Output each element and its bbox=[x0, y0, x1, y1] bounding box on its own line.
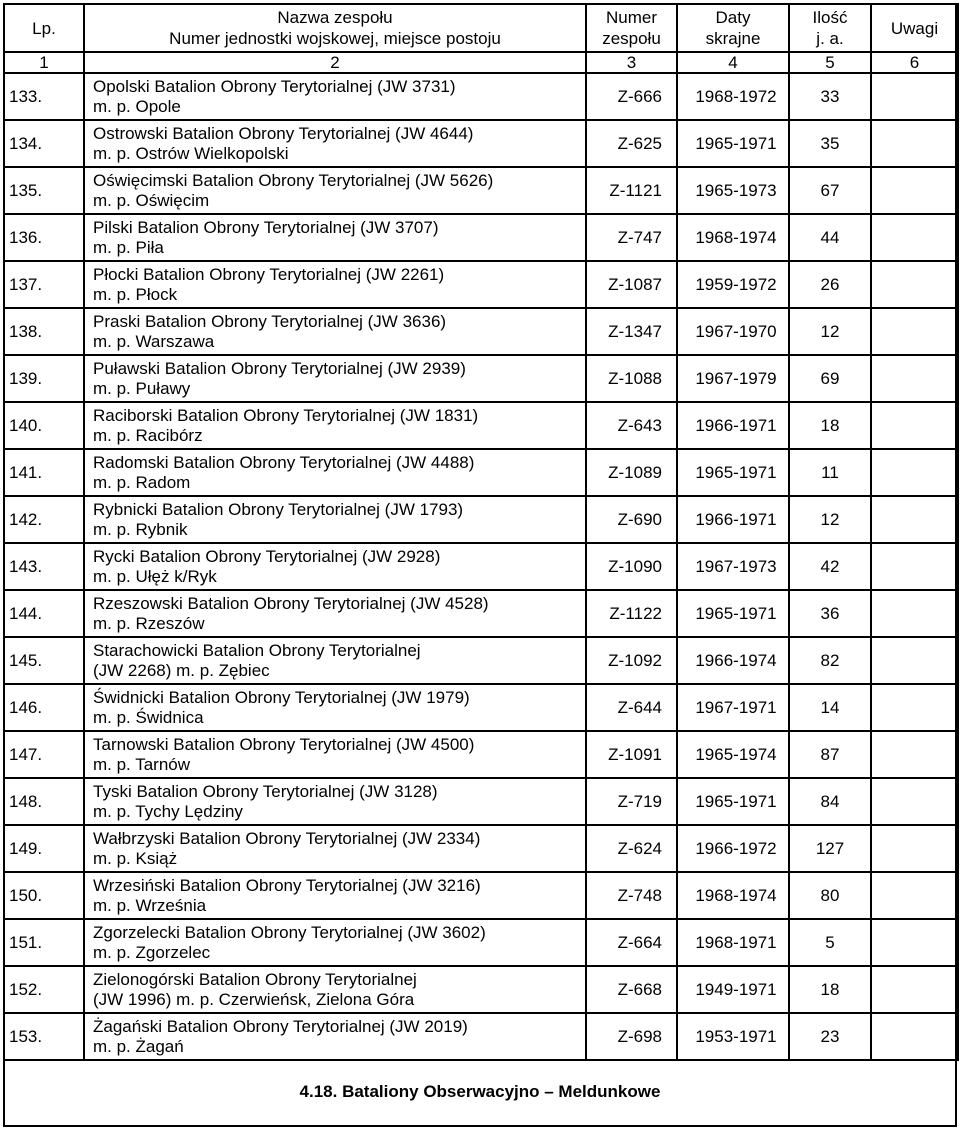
row-count: 5 bbox=[789, 919, 871, 966]
header-number bbox=[586, 4, 677, 52]
row-number: Z-719 bbox=[586, 778, 677, 825]
row-count: 80 bbox=[789, 872, 871, 919]
row-remarks bbox=[871, 872, 958, 919]
row-number: Z-1092 bbox=[586, 637, 677, 684]
row-remarks bbox=[871, 355, 958, 402]
header-dates-line2: skrajne bbox=[705, 29, 761, 48]
unit-name: Radomski Batalion Obrony Terytorialnej (JW 4488) bbox=[93, 452, 475, 472]
unit-name: Oświęcimski Batalion Obrony Terytorialnej (JW 5626) bbox=[93, 170, 494, 190]
row-count: 69 bbox=[789, 355, 871, 402]
row-dates: 1967-1971 bbox=[677, 684, 789, 731]
column-index: 4 bbox=[677, 52, 789, 73]
row-remarks bbox=[871, 308, 958, 355]
row-count: 18 bbox=[789, 402, 871, 449]
row-name bbox=[84, 73, 586, 120]
row-dates: 1968-1974 bbox=[677, 872, 789, 919]
unit-name: Puławski Batalion Obrony Terytorialnej (JW 2939) bbox=[93, 358, 466, 378]
unit-name: Rycki Batalion Obrony Terytorialnej (JW 2928) bbox=[93, 546, 441, 566]
row-lp: 145. bbox=[4, 637, 84, 684]
row-dates: 1967-1970 bbox=[677, 308, 789, 355]
unit-name: Żagański Batalion Obrony Terytorialnej (JW 2019) bbox=[93, 1016, 468, 1036]
row-name bbox=[84, 778, 586, 825]
row-count: 33 bbox=[789, 73, 871, 120]
table-row bbox=[4, 543, 958, 590]
row-count: 18 bbox=[789, 966, 871, 1013]
row-count: 12 bbox=[789, 496, 871, 543]
row-count: 26 bbox=[789, 261, 871, 308]
row-lp: 146. bbox=[4, 684, 84, 731]
row-name bbox=[84, 355, 586, 402]
unit-name: Zielonogórski Batalion Obrony Terytorialnej bbox=[93, 969, 417, 989]
row-remarks bbox=[871, 590, 958, 637]
unit-location: m. p. Zgorzelec bbox=[93, 942, 211, 962]
row-lp: 134. bbox=[4, 120, 84, 167]
table-row bbox=[4, 402, 958, 449]
row-number: Z-1088 bbox=[586, 355, 677, 402]
table-row bbox=[4, 449, 958, 496]
row-number: Z-625 bbox=[586, 120, 677, 167]
unit-location: m. p. Tarnów bbox=[93, 754, 191, 774]
row-number: Z-643 bbox=[586, 402, 677, 449]
row-number: Z-1121 bbox=[586, 167, 677, 214]
unit-location: m. p. Ostrów Wielkopolski bbox=[93, 143, 289, 163]
row-dates: 1968-1971 bbox=[677, 919, 789, 966]
row-count: 82 bbox=[789, 637, 871, 684]
table-row bbox=[4, 919, 958, 966]
header-dates bbox=[677, 4, 789, 52]
row-name bbox=[84, 731, 586, 778]
row-lp: 140. bbox=[4, 402, 84, 449]
row-dates: 1965-1974 bbox=[677, 731, 789, 778]
row-name bbox=[84, 543, 586, 590]
row-lp: 144. bbox=[4, 590, 84, 637]
header-number-line2: zespołu bbox=[602, 29, 661, 48]
unit-location: (JW 1996) m. p. Czerwieńsk, Zielona Góra bbox=[93, 989, 415, 1009]
table-row bbox=[4, 120, 958, 167]
row-name bbox=[84, 308, 586, 355]
row-dates: 1967-1973 bbox=[677, 543, 789, 590]
row-remarks bbox=[871, 214, 958, 261]
row-lp: 147. bbox=[4, 731, 84, 778]
row-number: Z-1347 bbox=[586, 308, 677, 355]
row-dates: 1959-1972 bbox=[677, 261, 789, 308]
row-number: Z-1091 bbox=[586, 731, 677, 778]
unit-location: m. p. Rzeszów bbox=[93, 613, 205, 633]
row-name bbox=[84, 214, 586, 261]
unit-name: Świdnicki Batalion Obrony Terytorialnej (JW 1979) bbox=[93, 687, 470, 707]
row-remarks bbox=[871, 120, 958, 167]
row-lp: 133. bbox=[4, 73, 84, 120]
row-dates: 1966-1971 bbox=[677, 402, 789, 449]
row-remarks bbox=[871, 1013, 958, 1060]
row-lp: 139. bbox=[4, 355, 84, 402]
row-name bbox=[84, 261, 586, 308]
table-row bbox=[4, 590, 958, 637]
unit-name: Praski Batalion Obrony Terytorialnej (JW 3636) bbox=[93, 311, 447, 331]
row-name bbox=[84, 590, 586, 637]
row-remarks bbox=[871, 402, 958, 449]
unit-location: m. p. Świdnica bbox=[93, 707, 204, 727]
row-lp: 138. bbox=[4, 308, 84, 355]
row-number: Z-1122 bbox=[586, 590, 677, 637]
unit-name: Rybnicki Batalion Obrony Terytorialnej (JW 1793) bbox=[93, 499, 464, 519]
table-row bbox=[4, 73, 958, 120]
row-number: Z-664 bbox=[586, 919, 677, 966]
unit-name: Starachowicki Batalion Obrony Terytorialnej bbox=[93, 640, 421, 660]
unit-name: Wrzesiński Batalion Obrony Terytorialnej (JW 3216) bbox=[93, 875, 481, 895]
row-name bbox=[84, 872, 586, 919]
column-index: 6 bbox=[871, 52, 958, 73]
row-name bbox=[84, 402, 586, 449]
unit-name: Raciborski Batalion Obrony Terytorialnej (JW 1831) bbox=[93, 405, 479, 425]
row-dates: 1949-1971 bbox=[677, 966, 789, 1013]
unit-location: m. p. Ułęż k/Ryk bbox=[93, 566, 217, 586]
header-number-line1: Numer bbox=[605, 8, 657, 27]
section-heading: 4.18. Bataliony Obserwacyjno – Meldunkowe bbox=[299, 1082, 661, 1101]
row-lp: 141. bbox=[4, 449, 84, 496]
unit-location: m. p. Radom bbox=[93, 472, 191, 492]
row-remarks bbox=[871, 731, 958, 778]
unit-location: m. p. Racibórz bbox=[93, 425, 203, 445]
row-dates: 1965-1973 bbox=[677, 167, 789, 214]
row-count: 44 bbox=[789, 214, 871, 261]
table-row bbox=[4, 872, 958, 919]
row-lp: 142. bbox=[4, 496, 84, 543]
row-count: 127 bbox=[789, 825, 871, 872]
unit-name: Pilski Batalion Obrony Terytorialnej (JW 3707) bbox=[93, 217, 439, 237]
row-remarks bbox=[871, 73, 958, 120]
unit-location: m. p. Opole bbox=[93, 96, 181, 116]
unit-location: m. p. Żagań bbox=[93, 1036, 184, 1056]
column-index-row bbox=[4, 52, 958, 73]
unit-name: Ostrowski Batalion Obrony Terytorialnej (JW 4644) bbox=[93, 123, 474, 143]
archive-units-table bbox=[3, 3, 959, 1061]
row-dates: 1966-1971 bbox=[677, 496, 789, 543]
row-dates: 1966-1972 bbox=[677, 825, 789, 872]
row-remarks bbox=[871, 919, 958, 966]
row-count: 67 bbox=[789, 167, 871, 214]
row-remarks bbox=[871, 778, 958, 825]
row-dates: 1965-1971 bbox=[677, 449, 789, 496]
row-name bbox=[84, 167, 586, 214]
header-lp: Lp. bbox=[4, 4, 84, 52]
header-count-line2: j. a. bbox=[816, 29, 844, 48]
row-count: 11 bbox=[789, 449, 871, 496]
unit-name: Płocki Batalion Obrony Terytorialnej (JW 2261) bbox=[93, 264, 445, 284]
row-count: 23 bbox=[789, 1013, 871, 1060]
unit-location: m. p. Płock bbox=[93, 284, 178, 304]
row-dates: 1953-1971 bbox=[677, 1013, 789, 1060]
header-count bbox=[789, 4, 871, 52]
table-row bbox=[4, 496, 958, 543]
unit-name: Rzeszowski Batalion Obrony Terytorialnej (JW 4528) bbox=[93, 593, 489, 613]
table-row bbox=[4, 966, 958, 1013]
row-count: 14 bbox=[789, 684, 871, 731]
table-body bbox=[4, 73, 958, 1060]
row-remarks bbox=[871, 449, 958, 496]
row-number: Z-748 bbox=[586, 872, 677, 919]
row-count: 35 bbox=[789, 120, 871, 167]
row-name bbox=[84, 1013, 586, 1060]
row-name bbox=[84, 637, 586, 684]
unit-name: Tyski Batalion Obrony Terytorialnej (JW 3128) bbox=[93, 781, 438, 801]
unit-location: (JW 2268) m. p. Zębiec bbox=[93, 660, 270, 680]
row-remarks bbox=[871, 167, 958, 214]
row-count: 12 bbox=[789, 308, 871, 355]
unit-location: m. p. Warszawa bbox=[93, 331, 215, 351]
table-row bbox=[4, 308, 958, 355]
table-row bbox=[4, 214, 958, 261]
row-dates: 1965-1971 bbox=[677, 778, 789, 825]
row-dates: 1968-1972 bbox=[677, 73, 789, 120]
row-dates: 1965-1971 bbox=[677, 120, 789, 167]
table-row bbox=[4, 684, 958, 731]
table-row bbox=[4, 731, 958, 778]
row-remarks bbox=[871, 825, 958, 872]
row-dates: 1966-1974 bbox=[677, 637, 789, 684]
row-number: Z-690 bbox=[586, 496, 677, 543]
row-lp: 148. bbox=[4, 778, 84, 825]
row-lp: 153. bbox=[4, 1013, 84, 1060]
row-remarks bbox=[871, 684, 958, 731]
row-remarks bbox=[871, 966, 958, 1013]
unit-location: m. p. Rybnik bbox=[93, 519, 188, 539]
unit-location: m. p. Piła bbox=[93, 237, 164, 257]
table-row bbox=[4, 261, 958, 308]
row-number: Z-644 bbox=[586, 684, 677, 731]
row-lp: 135. bbox=[4, 167, 84, 214]
row-number: Z-668 bbox=[586, 966, 677, 1013]
row-remarks bbox=[871, 496, 958, 543]
row-lp: 143. bbox=[4, 543, 84, 590]
row-lp: 151. bbox=[4, 919, 84, 966]
unit-location: m. p. Września bbox=[93, 895, 207, 915]
unit-location: m. p. Oświęcim bbox=[93, 190, 210, 210]
header-dates-line1: Daty bbox=[715, 8, 751, 27]
header-name-line2: Numer jednostki wojskowej, miejsce postoju bbox=[169, 29, 501, 48]
row-lp: 137. bbox=[4, 261, 84, 308]
row-number: Z-698 bbox=[586, 1013, 677, 1060]
table-row bbox=[4, 825, 958, 872]
header-name-line1: Nazwa zespołu bbox=[277, 8, 393, 27]
row-name bbox=[84, 966, 586, 1013]
row-dates: 1968-1974 bbox=[677, 214, 789, 261]
unit-name: Opolski Batalion Obrony Terytorialnej (JW 3731) bbox=[93, 76, 456, 96]
table-row bbox=[4, 778, 958, 825]
row-count: 36 bbox=[789, 590, 871, 637]
unit-location: m. p. Puławy bbox=[93, 378, 191, 398]
row-lp: 149. bbox=[4, 825, 84, 872]
row-remarks bbox=[871, 637, 958, 684]
table-row bbox=[4, 637, 958, 684]
row-name bbox=[84, 825, 586, 872]
row-lp: 136. bbox=[4, 214, 84, 261]
row-number: Z-1089 bbox=[586, 449, 677, 496]
row-name bbox=[84, 919, 586, 966]
column-index: 3 bbox=[586, 52, 677, 73]
unit-name: Tarnowski Batalion Obrony Terytorialnej (JW 4500) bbox=[93, 734, 475, 754]
row-number: Z-666 bbox=[586, 73, 677, 120]
column-index: 2 bbox=[84, 52, 586, 73]
header-remarks: Uwagi bbox=[871, 4, 958, 52]
row-number: Z-1087 bbox=[586, 261, 677, 308]
row-number: Z-1090 bbox=[586, 543, 677, 590]
row-lp: 150. bbox=[4, 872, 84, 919]
unit-name: Wałbrzyski Batalion Obrony Terytorialnej (JW 2334) bbox=[93, 828, 481, 848]
row-count: 84 bbox=[789, 778, 871, 825]
row-number: Z-747 bbox=[586, 214, 677, 261]
header-name bbox=[84, 4, 586, 52]
table-row bbox=[4, 355, 958, 402]
row-dates: 1965-1971 bbox=[677, 590, 789, 637]
row-remarks bbox=[871, 261, 958, 308]
header-row bbox=[4, 4, 958, 52]
row-count: 87 bbox=[789, 731, 871, 778]
row-dates: 1967-1979 bbox=[677, 355, 789, 402]
header-count-line1: Ilość bbox=[812, 8, 848, 27]
table-row bbox=[4, 167, 958, 214]
row-name bbox=[84, 684, 586, 731]
row-count: 42 bbox=[789, 543, 871, 590]
row-remarks bbox=[871, 543, 958, 590]
unit-name: Zgorzelecki Batalion Obrony Terytorialnej (JW 3602) bbox=[93, 922, 486, 942]
row-name bbox=[84, 449, 586, 496]
unit-location: m. p. Tychy Lędziny bbox=[93, 801, 243, 821]
row-name bbox=[84, 120, 586, 167]
column-index: 5 bbox=[789, 52, 871, 73]
row-lp: 152. bbox=[4, 966, 84, 1013]
table-row bbox=[4, 1013, 958, 1060]
column-index: 1 bbox=[4, 52, 84, 73]
row-number: Z-624 bbox=[586, 825, 677, 872]
row-name bbox=[84, 496, 586, 543]
unit-location: m. p. Książ bbox=[93, 848, 178, 868]
